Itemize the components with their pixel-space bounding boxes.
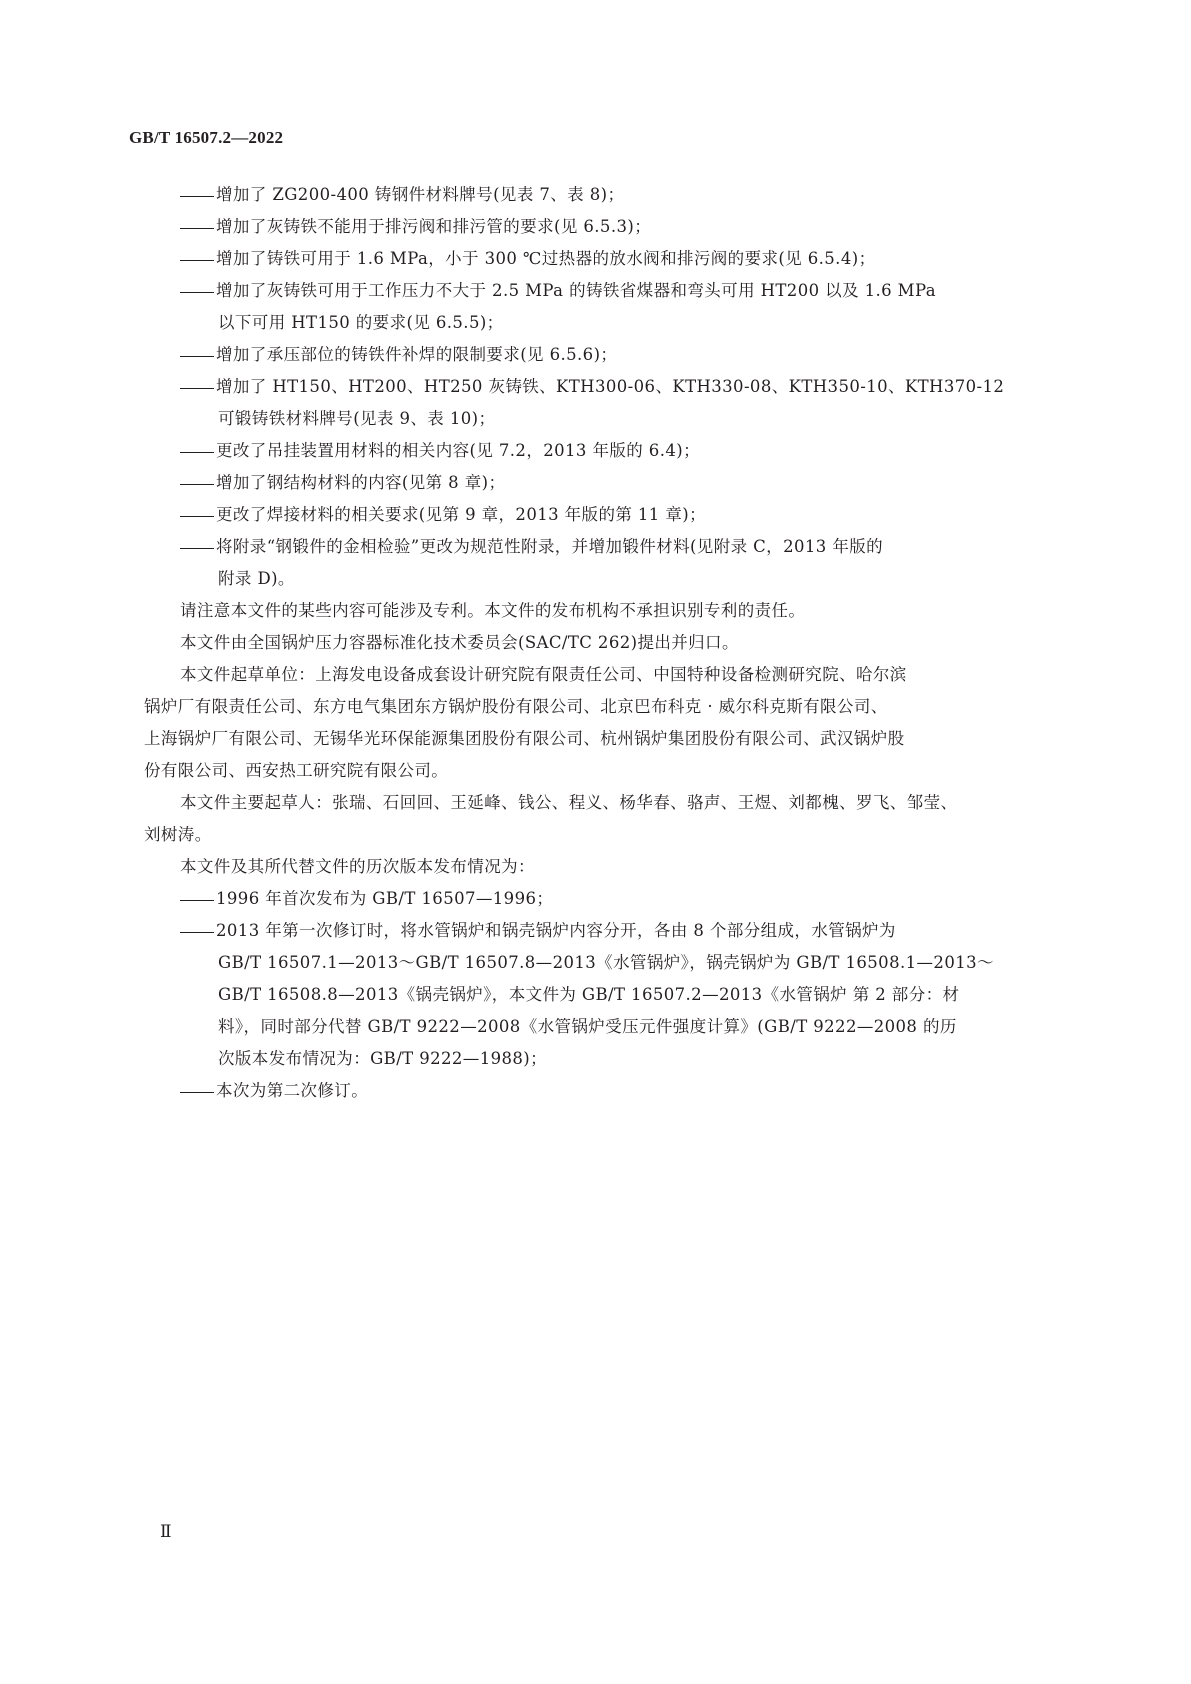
paragraph-line: 请注意本文件的某些内容可能涉及专利。本文件的发布机构不承担识别专利的责任。 — [180, 601, 806, 620]
history-text-continued: 次版本发布情况为：GB/T 9222—1988)； — [218, 1049, 548, 1068]
change-item — [180, 211, 1060, 243]
change-text: 增加了 HT150、HT200、HT250 灰铸铁、KTH300-06、KTH330-08、KTH350-10、KTH370-12 — [216, 377, 1005, 396]
change-text: 增加了承压部位的铸铁件补焊的限制要求(见 6.5.6)； — [216, 345, 618, 364]
paragraph-line: 本文件主要起草人：张瑞、石回回、王延峰、钱公、程义、杨华春、骆声、王煜、刘都槐、罗飞、邹莹、 — [180, 793, 958, 812]
change-text: 增加了灰铸铁不能用于排污阀和排污管的要求(见 6.5.3)； — [216, 217, 652, 236]
history-item — [180, 1075, 1060, 1107]
change-text-continued: 可锻铸铁材料牌号(见表 9、表 10)； — [218, 409, 496, 428]
drafting-units-paragraph — [144, 659, 1060, 787]
change-list — [180, 179, 1060, 595]
change-item — [180, 243, 1060, 275]
paragraph-line: 本文件起草单位：上海发电设备成套设计研究院有限责任公司、中国特种设备检测研究院、哈尔滨 — [180, 665, 907, 684]
change-text-continued: 附录 D)。 — [218, 569, 295, 588]
paragraph-line: 上海锅炉厂有限公司、无锡华光环保能源集团股份有限公司、杭州锅炉集团股份有限公司、武汉锅炉股 — [144, 729, 905, 748]
paragraph-line: 锅炉厂有限责任公司、东方电气集团东方锅炉股份有限公司、北京巴布科克 · 威尔科克斯有限公司、 — [144, 697, 888, 716]
change-item — [180, 371, 1060, 435]
change-text: 将附录“钢锻件的金相检验”更改为规范性附录，并增加锻件材料(见附录 C，2013 年版的 — [216, 537, 884, 556]
history-text-continued: GB/T 16507.1—2013～GB/T 16507.8—2013《水管锅炉》，锅壳锅炉为 GB/T 16508.1—2013～ — [218, 953, 994, 972]
change-item — [180, 467, 1060, 499]
history-text: 2013 年第一次修订时，将水管锅炉和锅壳锅炉内容分开，各由 8 个部分组成，水管锅炉为 — [216, 921, 896, 940]
change-item — [180, 435, 1060, 467]
history-text: 1996 年首次发布为 GB/T 16507—1996； — [216, 889, 554, 908]
history-text: 本次为第二次修订。 — [216, 1081, 369, 1100]
change-item — [180, 275, 1060, 339]
change-item — [180, 499, 1060, 531]
paragraph-line: 本文件由全国锅炉压力容器标准化技术委员会(SAC/TC 262)提出并归口。 — [180, 633, 739, 652]
paragraph-line: 份有限公司、西安热工研究院有限公司。 — [144, 761, 449, 780]
page-number: Ⅱ — [160, 1522, 172, 1541]
history-list — [180, 883, 1060, 1107]
history-intro-paragraph — [180, 851, 1060, 883]
history-text-continued: 料》，同时部分代替 GB/T 9222—2008《水管锅炉受压元件强度计算》(GB/T 9222—2008 的历 — [218, 1017, 957, 1036]
document-number: GB/T 16507.2—2022 — [129, 128, 284, 147]
change-item — [180, 531, 1060, 595]
drafters-paragraph — [144, 787, 1060, 851]
history-item — [180, 883, 1060, 915]
foreword-content — [144, 179, 1060, 1107]
change-text: 增加了 ZG200-400 铸钢件材料牌号(见表 7、表 8)； — [216, 185, 625, 204]
patent-notice-paragraph — [180, 595, 1060, 627]
change-item — [180, 339, 1060, 371]
paragraph-line: 本文件及其所代替文件的历次版本发布情况为： — [180, 857, 535, 876]
change-text: 更改了焊接材料的相关要求(见第 9 章，2013 年版的第 11 章)； — [216, 505, 706, 524]
change-text: 增加了灰铸铁可用于工作压力不大于 2.5 MPa 的铸铁省煤器和弯头可用 HT200 以及 1.6 MPa — [216, 281, 936, 300]
change-text-continued: 以下可用 HT150 的要求(见 6.5.5)； — [218, 313, 504, 332]
history-item — [180, 915, 1060, 1075]
change-text: 增加了钢结构材料的内容(见第 8 章)； — [216, 473, 506, 492]
change-text: 增加了铸铁可用于 1.6 MPa，小于 300 ℃过热器的放水阀和排污阀的要求(见 6.5.4)； — [216, 249, 876, 268]
proposed-by-paragraph — [180, 627, 1060, 659]
change-item — [180, 179, 1060, 211]
change-text: 更改了吊挂装置用材料的相关内容(见 7.2，2013 年版的 6.4)； — [216, 441, 700, 460]
paragraph-line: 刘树涛。 — [144, 825, 212, 844]
history-text-continued: GB/T 16508.8—2013《锅壳锅炉》，本文件为 GB/T 16507.2—2013《水管锅炉 第 2 部分：材 — [218, 985, 960, 1004]
